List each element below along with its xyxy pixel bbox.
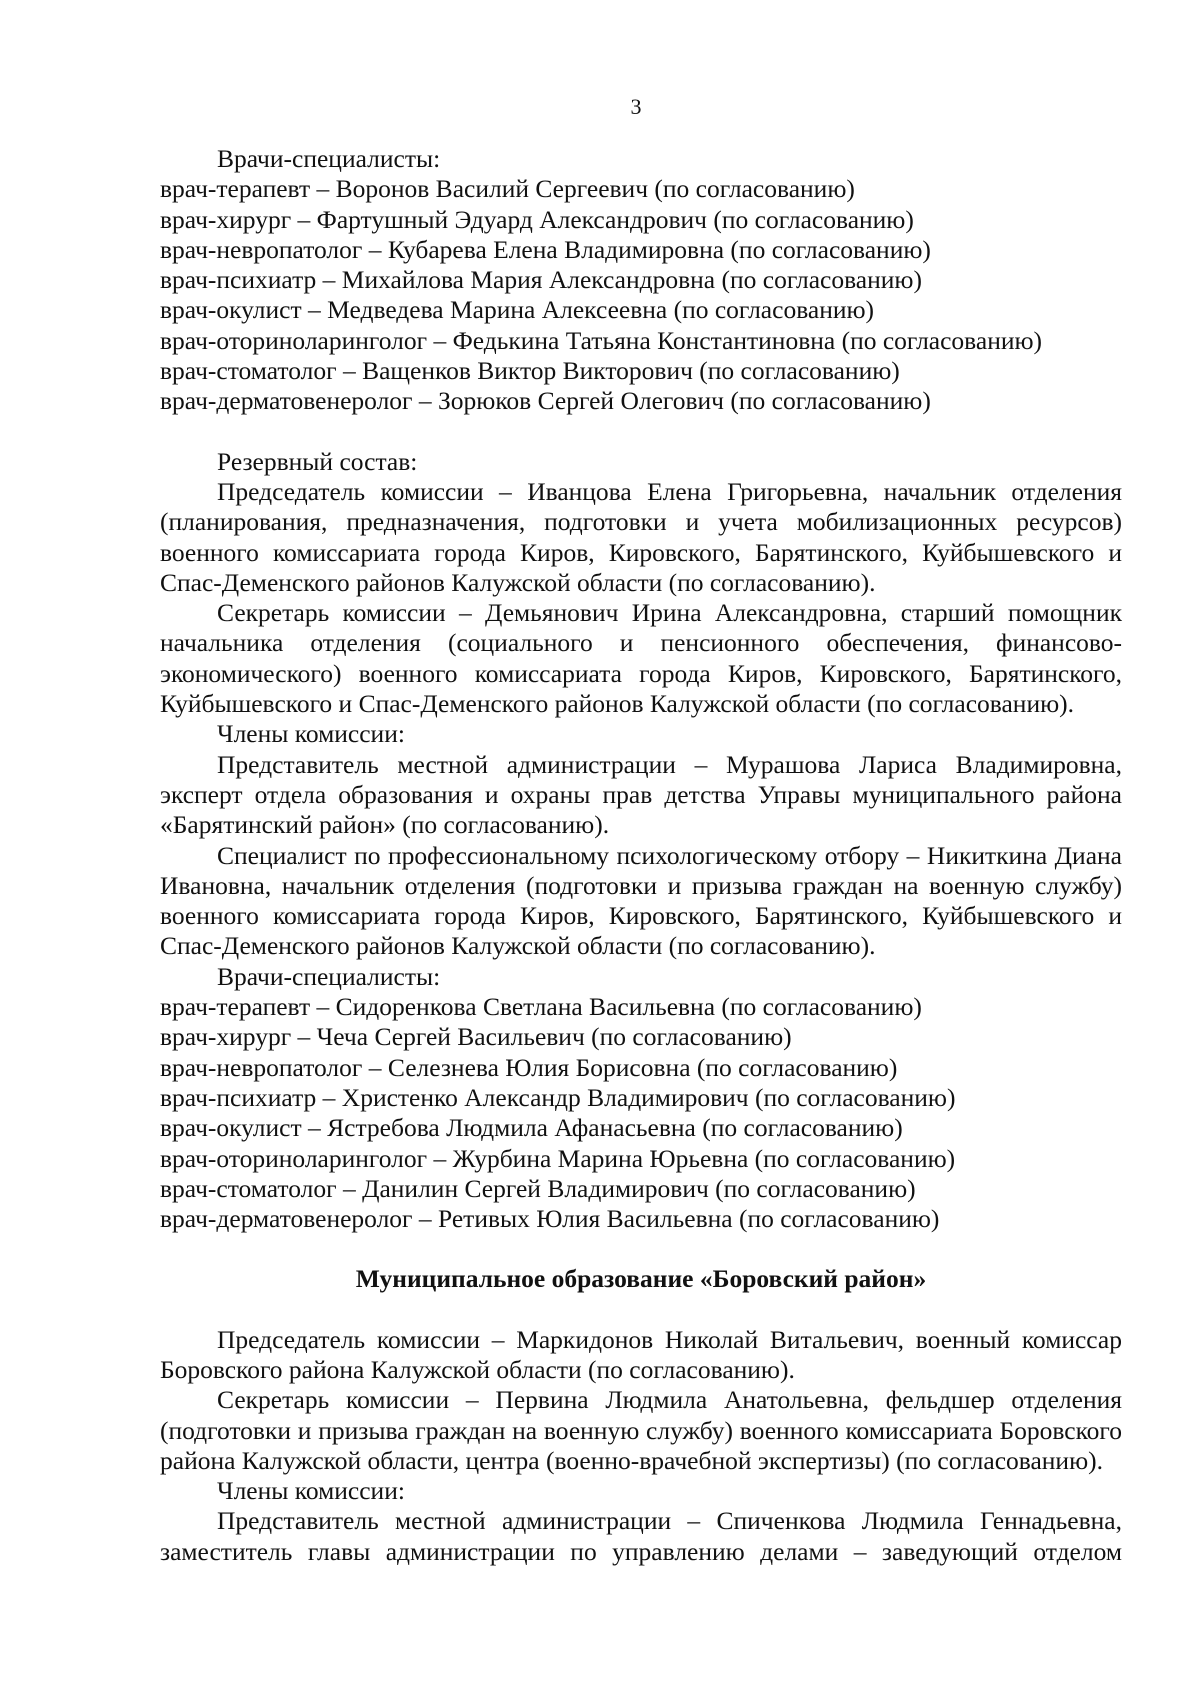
reserve-chairman: Председатель комиссии – Иванцова Елена Григорьевна, начальник отделения (планирования, предназначения, подготовки и учета мобилизационных ресурсов) военного комиссариата города Киров, Кировского, Барятинского, Куйбышевского и Спас-Деменского районов Калужской области (по согласованию). [160,476,1122,597]
borovsky-local-admin: Представитель местной администрации – Спиченкова Людмила Геннадьевна, заместитель главы администрации по управлению делами – заведующий отделом [160,1506,1122,1566]
list-item: врач-психиатр – Михайлова Мария Александровна (по согласованию) [160,265,922,295]
reserve-doctors-list [160,992,1122,1234]
reserve-psych-specialist: Специалист по профессиональному психологическому отбору – Никиткина Диана Ивановна, начальник отделения (подготовки и призыва граждан на военную службу) военного комиссариата города Киров, Кировского, Барятинского, Куйбышевского и Спас-Деменского районов Калужской области (по согласованию). [160,840,1122,961]
spacer [160,1234,1122,1264]
doctors-list [160,174,1122,416]
list-item: врач-хирург – Чеча Сергей Васильевич (по согласованию) [160,1022,792,1052]
list-item: врач-окулист – Ястребова Людмила Афанасьевна (по согласованию) [160,1113,903,1143]
spacer [160,1295,1122,1325]
doctors-heading: Врачи-специалисты: [217,144,441,173]
section-heading: Муниципальное образование «Боровский район» [355,1264,927,1294]
borovsky-members-heading: Члены комиссии: [217,1476,405,1506]
list-item: врач-дерматовенеролог – Ретивых Юлия Васильевна (по согласованию) [160,1204,940,1234]
reserve-heading: Резервный состав: [217,446,418,476]
page-number: 3 [630,94,642,119]
list-item: врач-психиатр – Христенко Александр Владимирович (по согласованию) [160,1082,956,1112]
list-item: врач-хирург – Фартушный Эдуард Александрович (по согласованию) [160,204,914,234]
list-item: врач-оториноларинголог – Журбина Марина Юрьевна (по согласованию) [160,1143,956,1173]
list-item: врач-терапевт – Сидоренкова Светлана Васильевна (по согласованию) [160,992,922,1022]
list-item: врач-дерматовенеролог – Зорюков Сергей Олегович (по согласованию) [160,386,931,416]
borovsky-chairman: Председатель комиссии – Маркидонов Николай Витальевич, военный комиссар Боровского района Калужской области (по согласованию). [160,1324,1122,1384]
list-item: врач-стоматолог – Данилин Сергей Владимирович (по согласованию) [160,1173,916,1203]
borovsky-secretary: Секретарь комиссии – Первина Людмила Анатольевна, фельдшер отделения (подготовки и призыва граждан на военную службу) военного комиссариата Боровского района Калужской области, центра (военно-врачебной экспертизы) (по согласованию). [160,1385,1122,1475]
list-item: врач-оториноларинголог – Федькина Татьяна Константиновна (по согласованию) [160,325,1043,355]
list-item: врач-окулист – Медведева Марина Алексеевна (по согласованию) [160,295,875,325]
list-item: врач-стоматолог – Ващенков Виктор Викторович (по согласованию) [160,356,900,386]
reserve-members-heading: Члены комиссии: [217,719,405,749]
document-body [160,144,1122,1567]
list-item: врач-терапевт – Воронов Василий Сергеевич (по согласованию) [160,174,855,204]
list-item: врач-невропатолог – Селезнева Юлия Борисовна (по согласованию) [160,1052,898,1082]
list-item: врач-невропатолог – Кубарева Елена Владимировна (по согласованию) [160,234,931,264]
spacer [160,417,1122,447]
reserve-doctors-heading: Врачи-специалисты: [217,961,441,991]
reserve-local-admin: Представитель местной администрации – Мурашова Лариса Владимировна, эксперт отдела образования и охраны прав детства Управы муниципального района «Барятинский район» (по согласованию). [160,749,1122,840]
reserve-secretary: Секретарь комиссии – Демьянович Ирина Александровна, старший помощник начальника отделения (социального и пенсионного обеспечения, финансово-экономического) военного комиссариата города Киров, Кировского, Барятинского, Куйбышевского и Спас-Деменского районов Калужской области (по согласованию). [160,598,1122,719]
